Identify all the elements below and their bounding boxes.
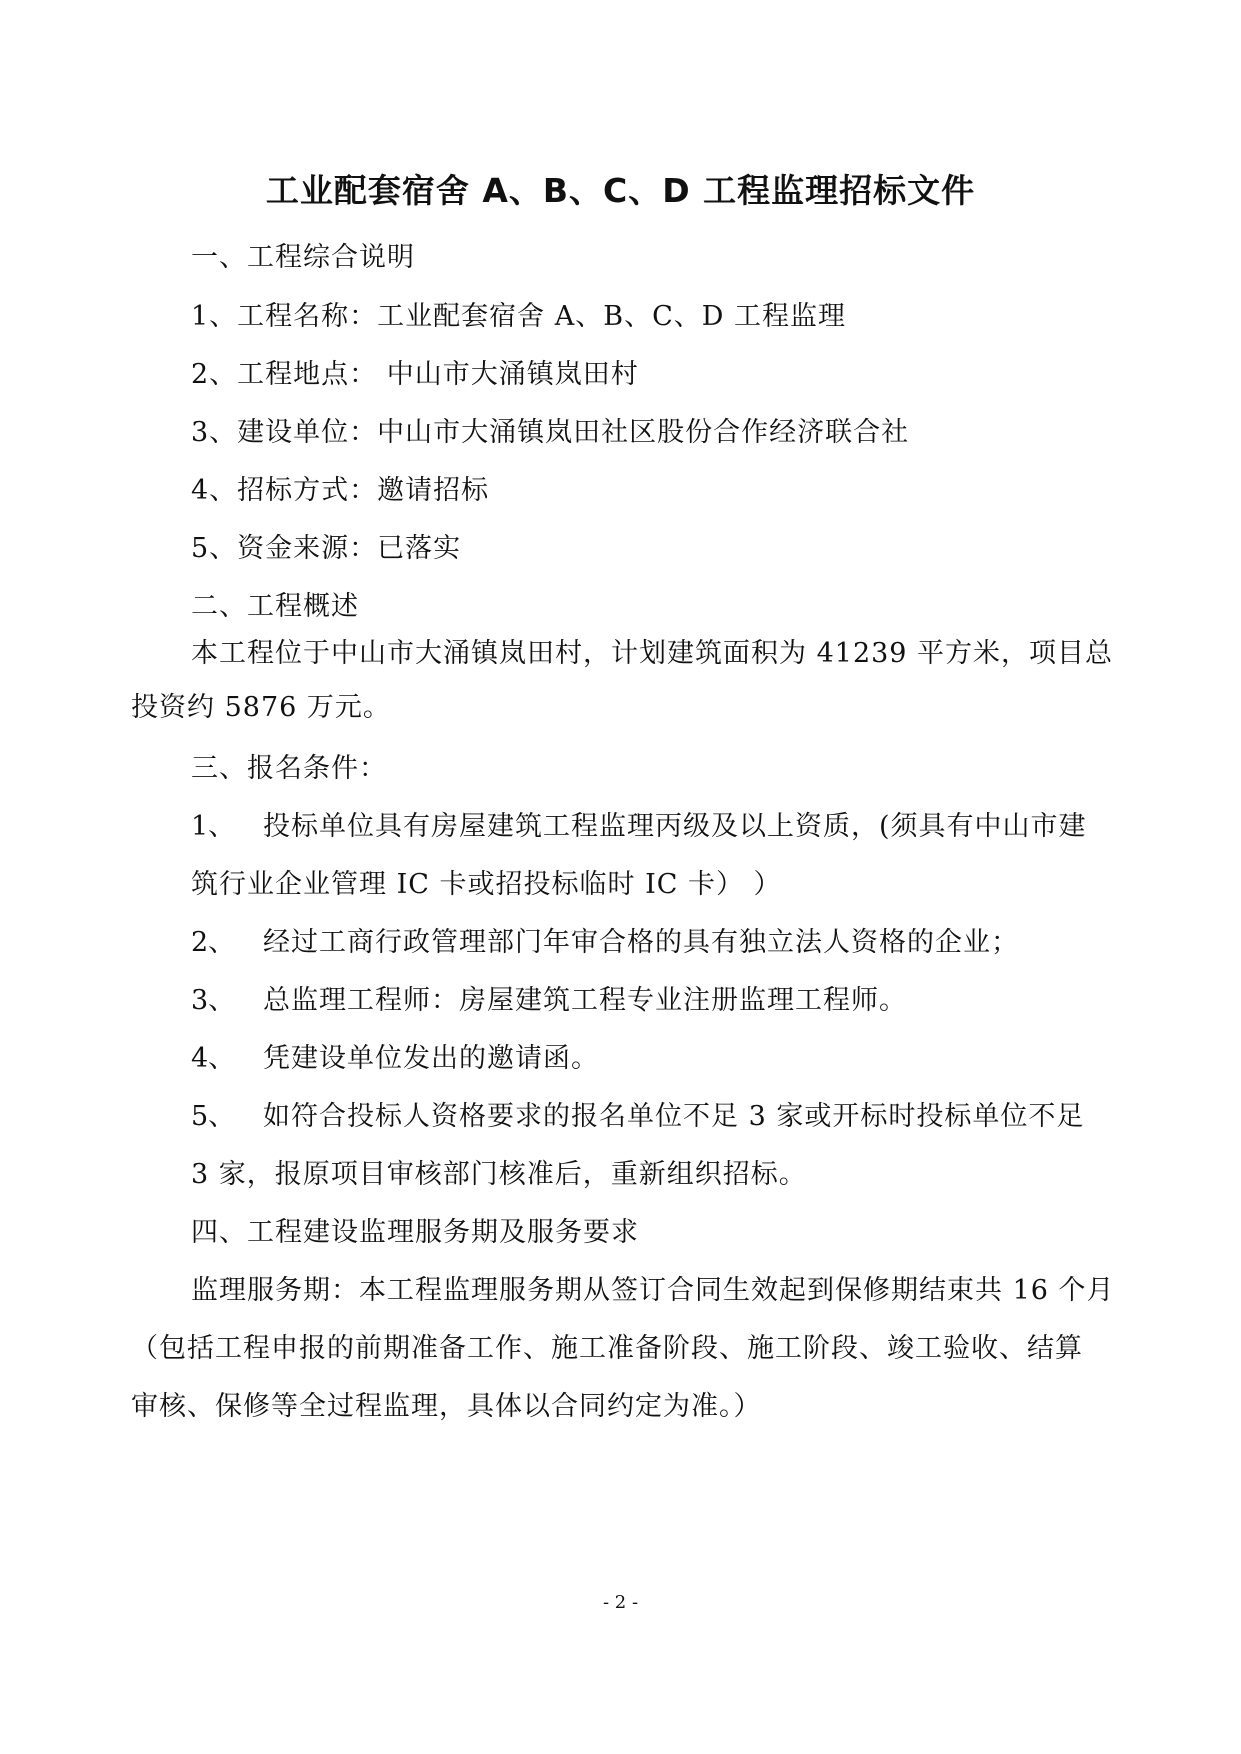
condition-text-continued: 筑行业企业管理 IC 卡或招投标临时 IC 卡） ） <box>191 869 782 900</box>
condition-number: 2、 <box>191 927 236 958</box>
condition-text: 投标单位具有房屋建筑工程监理丙级及以上资质，(须具有中山市建 <box>263 811 1087 842</box>
section-heading-2: 二、工程概述 <box>191 591 359 622</box>
condition-number: 1、 <box>191 811 236 842</box>
service-period-line-2: （包括工程申报的前期准备工作、施工准备阶段、施工阶段、竣工验收、结算 <box>131 1333 1083 1364</box>
condition-text: 经过工商行政管理部门年审合格的具有独立法人资格的企业； <box>263 927 1019 958</box>
condition-text: 凭建设单位发出的邀请函。 <box>263 1043 599 1074</box>
condition-number: 5、 <box>191 1101 236 1132</box>
condition-text: 如符合投标人资格要求的报名单位不足 3 家或开标时投标单位不足 <box>263 1101 1085 1132</box>
info-item-funding: 5、资金来源：已落实 <box>191 533 462 564</box>
condition-text: 总监理工程师：房屋建筑工程专业注册监理工程师。 <box>263 985 907 1016</box>
page-number: - 2 - <box>602 1592 639 1613</box>
service-period-line-1: 监理服务期：本工程监理服务期从签订合同生效起到保修期结束共 16 个月 <box>191 1275 1115 1306</box>
condition-number: 3、 <box>191 985 236 1016</box>
section-heading-1: 一、工程综合说明 <box>191 242 415 273</box>
info-item-bidding-method: 4、招标方式：邀请招标 <box>191 475 490 506</box>
section-heading-4: 四、工程建设监理服务期及服务要求 <box>191 1217 639 1248</box>
condition-text-continued: 3 家，报原项目审核部门核准后，重新组织招标。 <box>191 1159 807 1190</box>
overview-line-2: 投资约 5876 万元。 <box>131 692 391 723</box>
info-item-location: 2、工程地点： 中山市大涌镇岚田村 <box>191 359 639 390</box>
section-heading-3: 三、报名条件： <box>191 753 387 784</box>
overview-line-1: 本工程位于中山市大涌镇岚田村，计划建筑面积为 41239 平方米，项目总 <box>191 638 1114 669</box>
info-item-owner: 3、建设单位：中山市大涌镇岚田社区股份合作经济联合社 <box>191 417 910 448</box>
condition-number: 4、 <box>191 1043 236 1074</box>
service-period-line-3: 审核、保修等全过程监理，具体以合同约定为准。） <box>131 1391 762 1422</box>
document-title: 工业配套宿舍 A、B、C、D 工程监理招标文件 <box>265 171 976 210</box>
info-item-project-name: 1、工程名称：工业配套宿舍 A、B、C、D 工程监理 <box>191 301 846 332</box>
